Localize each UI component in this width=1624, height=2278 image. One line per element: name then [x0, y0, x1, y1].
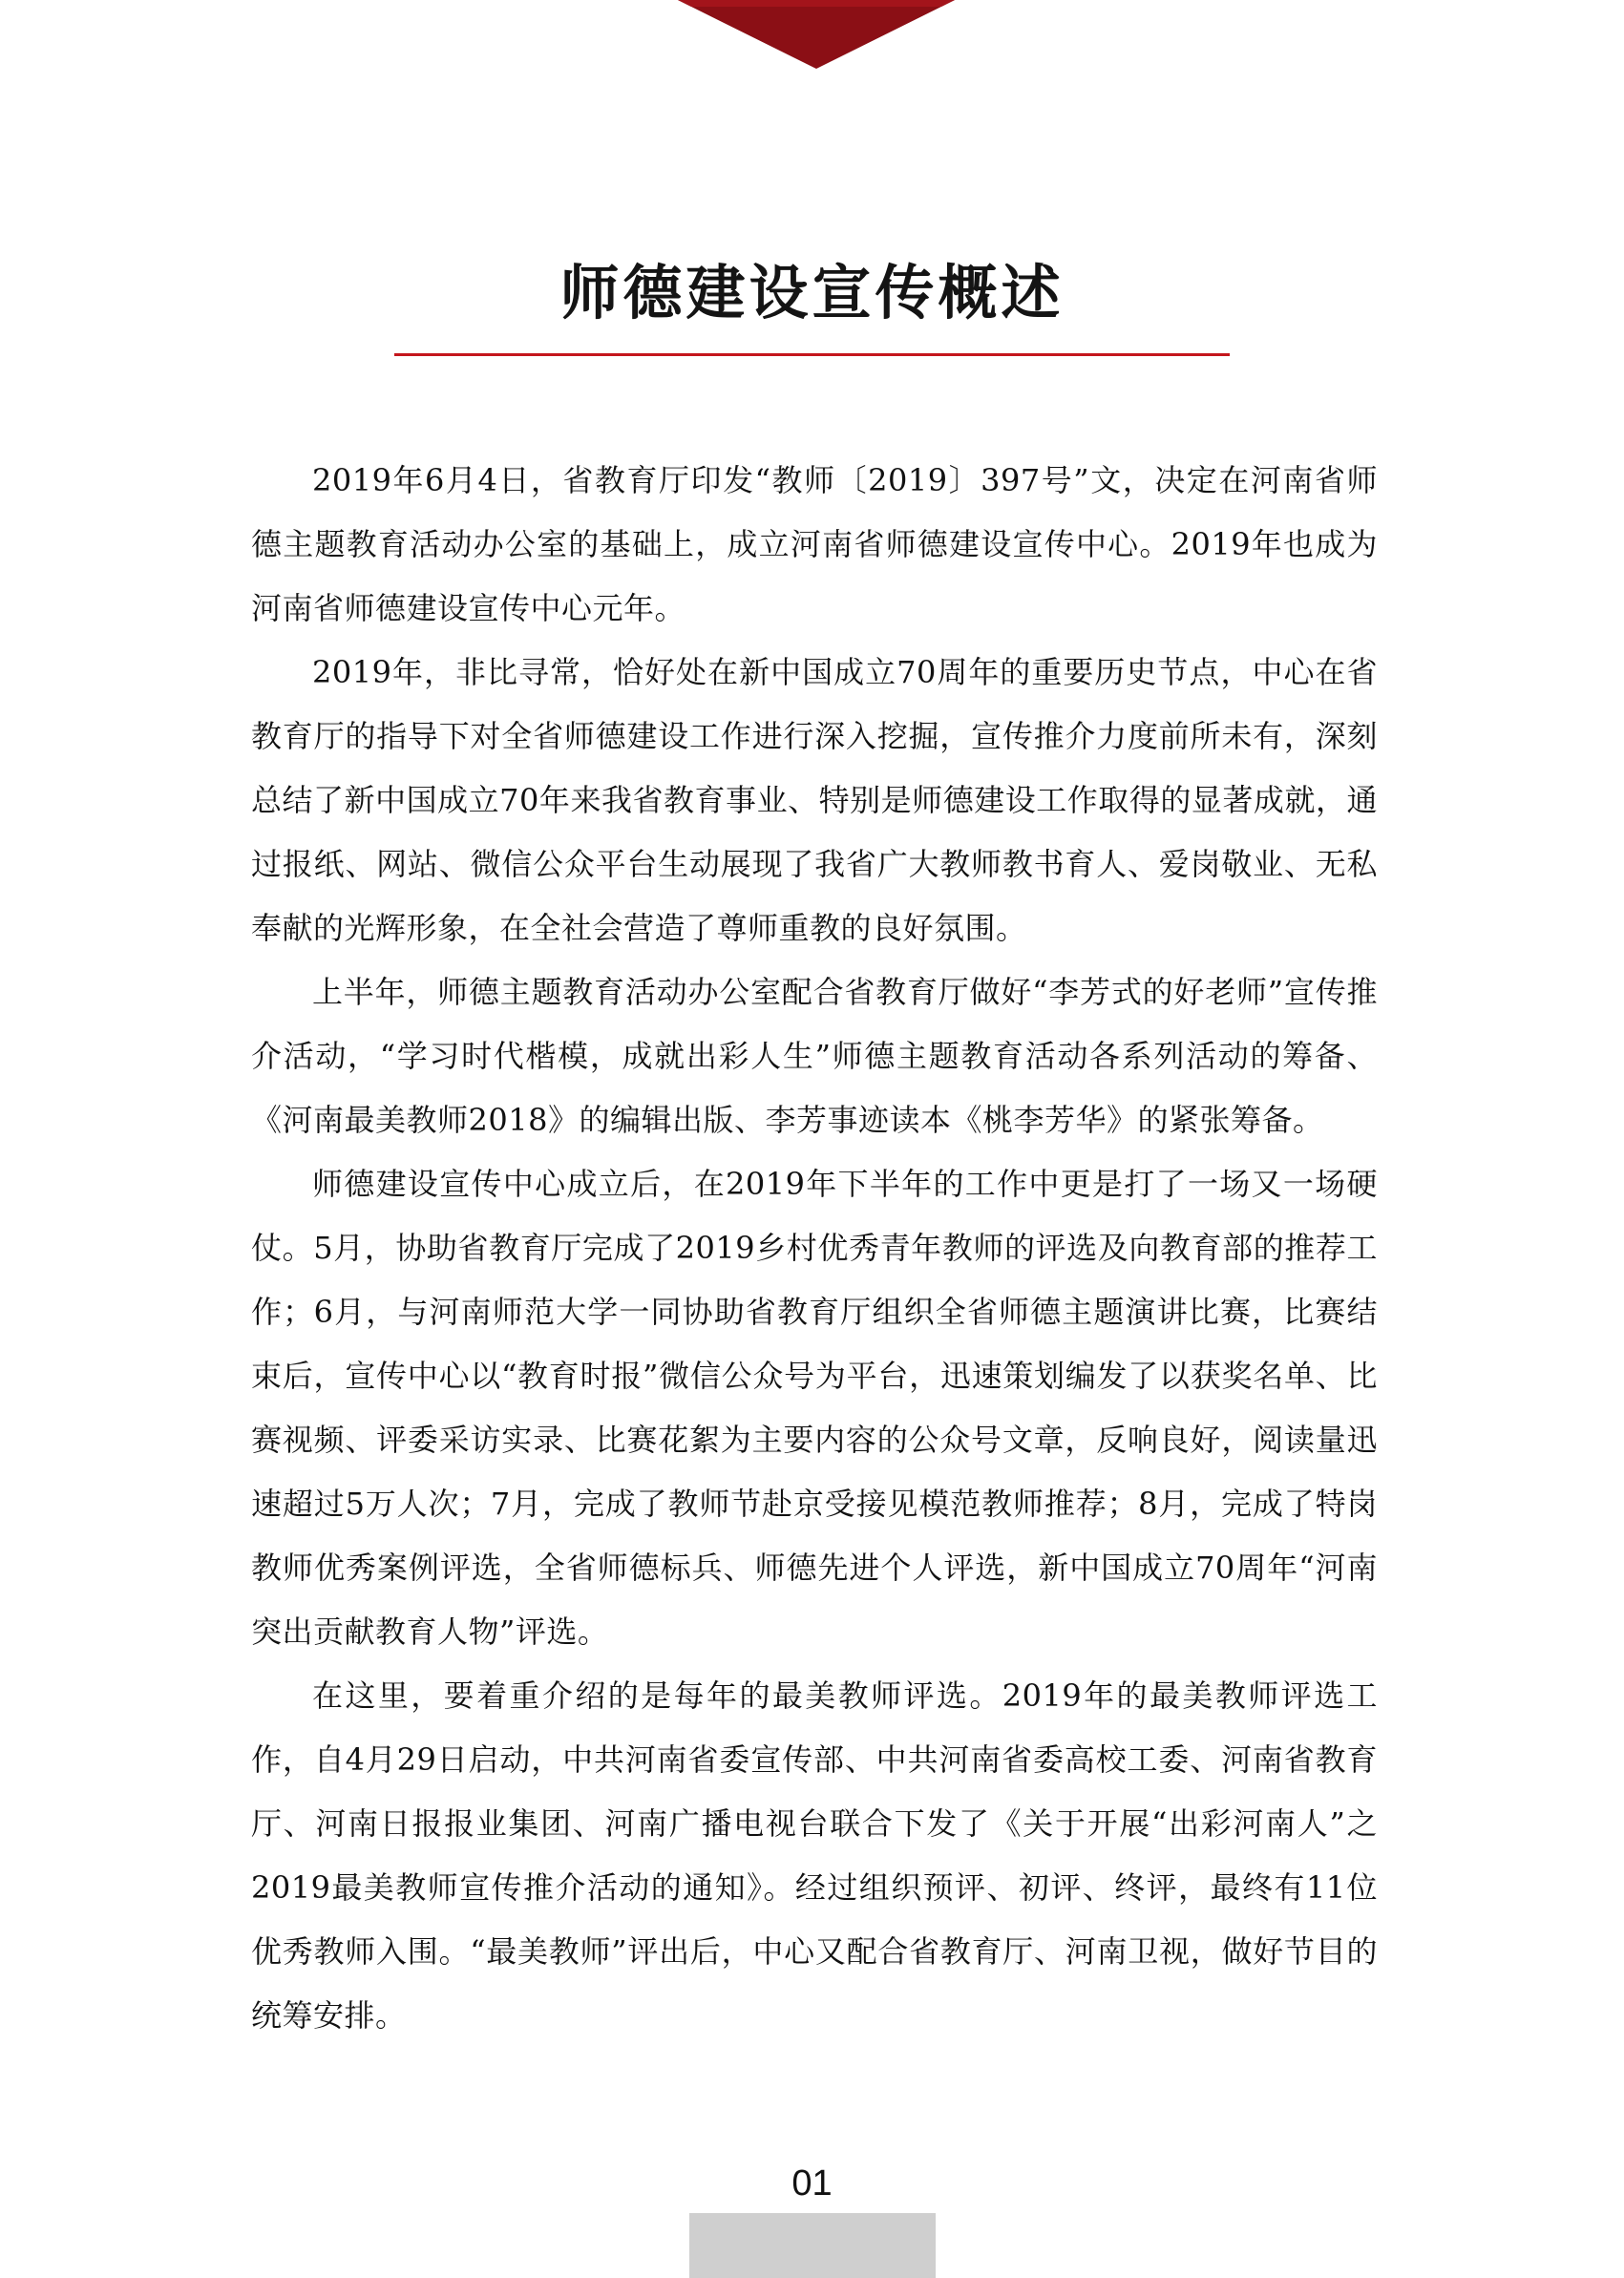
top-red-tab-decoration [678, 0, 955, 69]
title-underline-rule [394, 353, 1230, 356]
page-title: 师德建设宣传概述 [559, 258, 1065, 327]
paragraph-1: 2019年6月4日，省教育厅印发“教师〔2019〕397号”文，决定在河南省师德主题教育活动办公室的基础上，成立河南省师德建设宣传中心。2019年也成为河南省师德建设宣传中心元年。 [251, 462, 1378, 626]
bottom-gray-tab-decoration [689, 2213, 936, 2278]
body-text [251, 449, 1378, 2048]
paragraph-3: 上半年，师德主题教育活动办公室配合省教育厅做好“李芳式的好老师”宣传推介活动，“学习时代楷模，成就出彩人生”师德主题教育活动各系列活动的筹备、《河南最美教师2018》的编辑出版、李芳事迹读本《桃李芳华》的紧张筹备。 [251, 974, 1378, 1138]
page-number: 01 [791, 2163, 833, 2204]
paragraph-4: 师德建设宣传中心成立后，在2019年下半年的工作中更是打了一场又一场硬仗。5月，协助省教育厅完成了2019乡村优秀青年教师的评选及向教育部的推荐工作；6月，与河南师范大学一同协助省教育厅组织全省师德主题演讲比赛，比赛结束后，宣传中心以“教育时报”微信公众号为平台，迅速策划编发了以获奖名单、比赛视频、评委采访实录、比赛花絮为主要内容的公众号文章，反响良好，阅读量迅速超过5万人次；7月，完成了教师节赴京受接见模范教师推荐；8月，完成了特岗教师优秀案例评选，全省师德标兵、师德先进个人评选，新中国成立70周年“河南突出贡献教育人物”评选。 [251, 1166, 1378, 1650]
paragraph-5: 在这里，要着重介绍的是每年的最美教师评选。2019年的最美教师评选工作，自4月29日启动，中共河南省委宣传部、中共河南省委高校工委、河南省教育厅、河南日报报业集团、河南广播电视台联合下发了《关于开展“出彩河南人”之2019最美教师宣传推介活动的通知》。经过组织预评、初评、终评，最终有11位优秀教师入围。“最美教师”评出后，中心又配合省教育厅、河南卫视，做好节目的统筹安排。 [251, 1677, 1378, 2034]
paragraph-2: 2019年，非比寻常，恰好处在新中国成立70周年的重要历史节点，中心在省教育厅的指导下对全省师德建设工作进行深入挖掘，宣传推介力度前所未有，深刻总结了新中国成立70年来我省教育事业、特别是师德建设工作取得的显著成就，通过报纸、网站、微信公众平台生动展现了我省广大教师教书育人、爱岗敬业、无私奉献的光辉形象，在全社会营造了尊师重教的良好氛围。 [251, 654, 1378, 946]
